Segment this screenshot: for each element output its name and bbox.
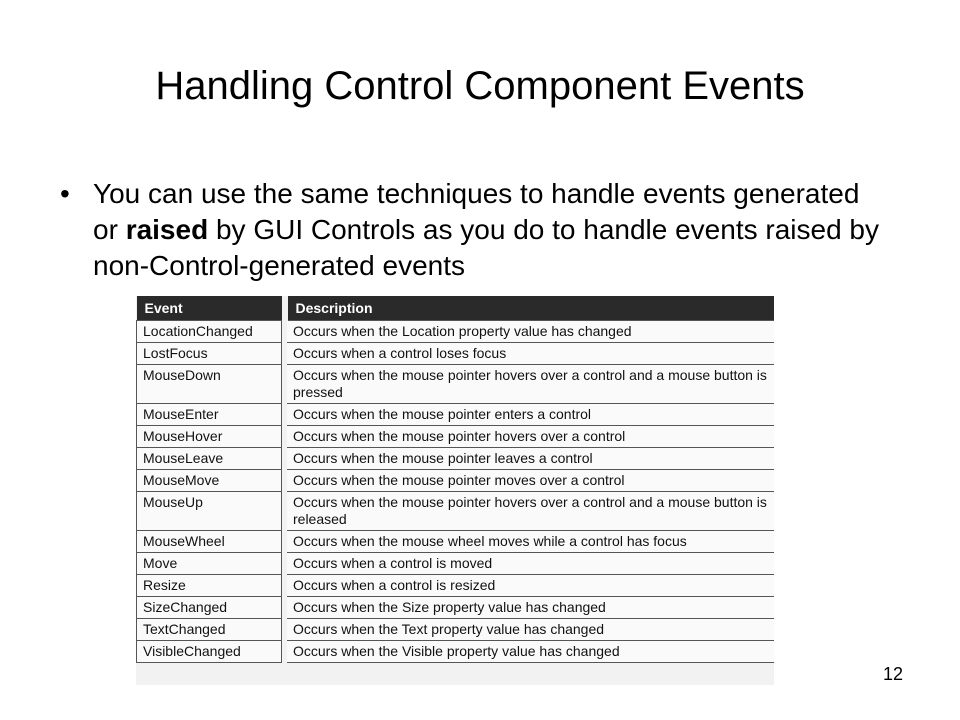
event-cell: Resize [137, 575, 285, 597]
page-number: 12 [883, 664, 904, 684]
event-cell: VisibleChanged [137, 641, 285, 663]
description-cell: Occurs when the Size property value has changed [285, 597, 775, 619]
table-row [137, 321, 775, 343]
event-cell: LostFocus [137, 343, 285, 365]
bullet-icon: • [60, 178, 70, 209]
event-cell: SizeChanged [137, 597, 285, 619]
event-cell: MouseHover [137, 426, 285, 448]
description-cell: Occurs when the mouse pointer leaves a control [285, 448, 775, 470]
table-row [137, 531, 775, 553]
header-description: Description [285, 296, 775, 321]
table-row [137, 365, 775, 404]
event-cell: MouseLeave [137, 448, 285, 470]
description-cell: Occurs when the mouse pointer moves over a control [285, 470, 775, 492]
event-cell: Move [137, 553, 285, 575]
bullet-text [93, 176, 880, 284]
description-cell: Occurs when the Location property value has changed [285, 321, 775, 343]
event-cell: MouseMove [137, 470, 285, 492]
event-cell: LocationChanged [137, 321, 285, 343]
event-cell: MouseUp [137, 492, 285, 531]
description-cell: Occurs when the mouse wheel moves while a control has focus [285, 531, 775, 553]
bullet-text-start: You can use the same techniques to handle events generated or [93, 178, 860, 245]
table-row [137, 619, 775, 641]
event-cell: MouseWheel [137, 531, 285, 553]
event-cell: TextChanged [137, 619, 285, 641]
table-row [137, 426, 775, 448]
table-row [137, 597, 775, 619]
event-cell: MouseDown [137, 365, 285, 404]
description-cell: Occurs when the Visible property value has changed [285, 641, 775, 663]
table-header-row [137, 296, 775, 321]
table-row [137, 470, 775, 492]
events-table-image [136, 296, 774, 685]
description-cell: Occurs when the mouse pointer hovers over a control and a mouse button is released [285, 492, 775, 531]
table-row [137, 448, 775, 470]
table-row [137, 641, 775, 663]
table-row [137, 404, 775, 426]
description-cell: Occurs when the mouse pointer enters a control [285, 404, 775, 426]
table-row [137, 492, 775, 531]
bullet-text-end: by GUI Controls as you do to handle events raised by non-Control-generated events [93, 214, 879, 281]
description-cell: Occurs when a control loses focus [285, 343, 775, 365]
description-cell: Occurs when the mouse pointer hovers over a control and a mouse button is pressed [285, 365, 775, 404]
table-row [137, 553, 775, 575]
slide-title: Handling Control Component Events [155, 64, 805, 108]
bullet-text-bold: raised [125, 214, 209, 245]
header-event: Event [137, 296, 285, 321]
table-row [137, 343, 775, 365]
event-cell: MouseEnter [137, 404, 285, 426]
description-cell: Occurs when the Text property value has changed [285, 619, 775, 641]
bullet-point [60, 176, 880, 284]
description-cell: Occurs when a control is moved [285, 553, 775, 575]
events-table [136, 296, 774, 663]
table-row [137, 575, 775, 597]
description-cell: Occurs when the mouse pointer hovers over a control [285, 426, 775, 448]
description-cell: Occurs when a control is resized [285, 575, 775, 597]
